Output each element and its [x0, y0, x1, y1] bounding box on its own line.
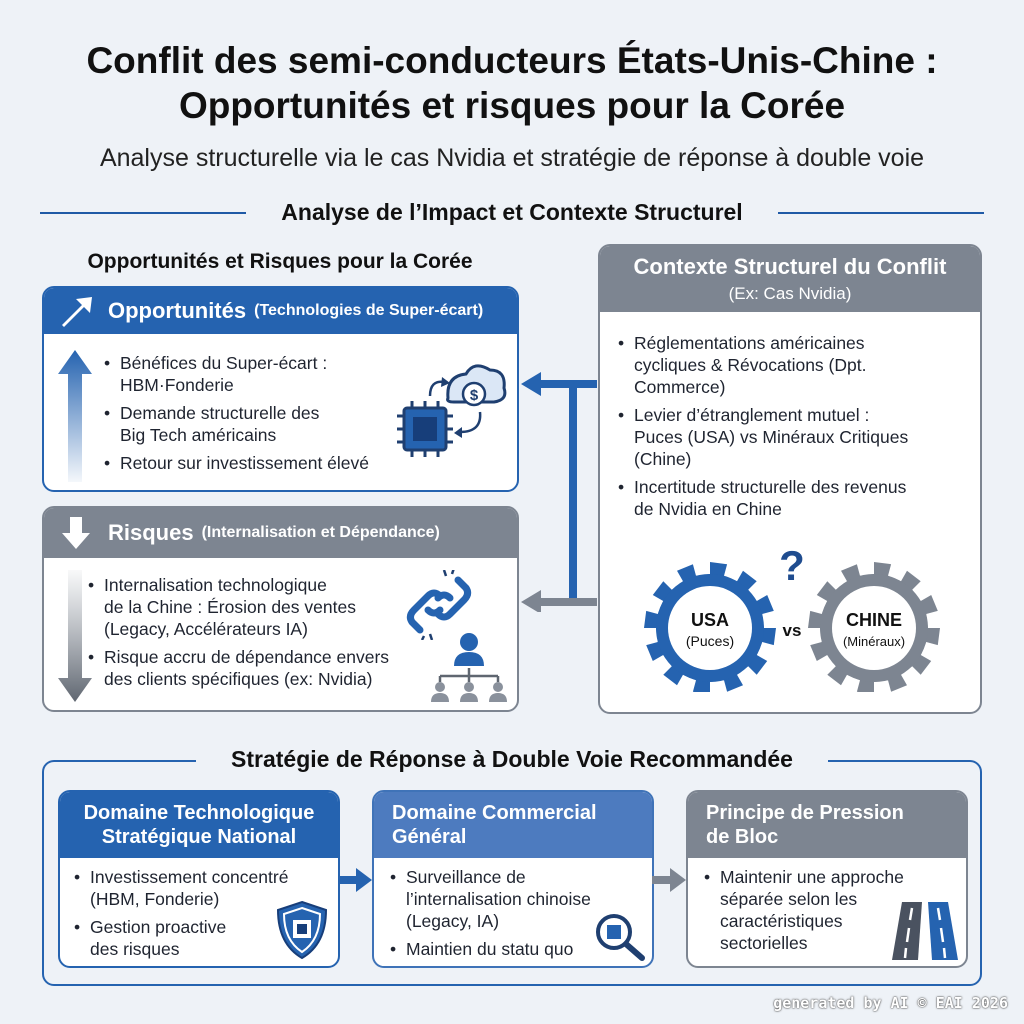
strategy-card-national-tech: [58, 790, 340, 968]
risk-down-bar-icon: [58, 570, 92, 702]
risks-subtitle: (Internalisation et Dépendance): [201, 524, 440, 541]
list-item: • Gestion proactive des risques: [74, 916, 324, 960]
strategy-card-header: Domaine Commercial Général: [374, 792, 652, 858]
list-item: • Surveillance de l’internalisation chinoise (Legacy, IA): [390, 866, 640, 932]
org-hierarchy-icon: [426, 632, 512, 704]
risks-header: [44, 508, 517, 558]
magnifier-chip-icon: [594, 912, 648, 962]
broken-chain-icon: [406, 570, 472, 640]
list-item: • Bénéfices du Super-écart : HBM·Fonderie: [104, 352, 404, 396]
context-subtitle: (Ex: Cas Nvidia): [728, 284, 852, 303]
title-line-2: Opportunités et risques pour la Corée: [178, 85, 846, 126]
trend-up-arrow-icon: [56, 291, 100, 331]
split-road-icon: [892, 902, 958, 960]
list-item: • Internalisation technologique de la Chine : Érosion des ventes (Legacy, Accélérateurs IA): [88, 574, 408, 640]
list-item: • Risque accru de dépendance envers des clients spécifiques (ex: Nvidia): [88, 646, 408, 690]
context-header: [600, 246, 980, 312]
strategy-card-header: Principe de Pression de Bloc: [688, 792, 966, 858]
strategy-section-heading: Stratégie de Réponse à Double Voie Recommandée: [196, 746, 828, 773]
risks-title: Risques: [108, 520, 194, 545]
list-item: • Demande structurelle des Big Tech américains: [104, 402, 404, 446]
list-item: • Levier d’étranglement mutuel : Puces (USA) vs Minéraux Critiques (Chine): [618, 404, 968, 470]
impact-connector-arrows: [519, 372, 599, 612]
opportunities-list: [104, 352, 404, 480]
section-divider-left: [40, 212, 246, 214]
list-item: • Incertitude structurelle des revenus de Nvidia en Chine: [618, 476, 968, 520]
opportunities-risks-heading: Opportunités et Risques pour la Corée: [87, 250, 473, 273]
opportunities-subtitle: (Technologies de Super-écart): [254, 302, 484, 319]
strategy-card-commercial: [372, 790, 654, 968]
usa-gear-icon: [644, 562, 776, 692]
risks-list: [88, 574, 408, 696]
china-gear-label: CHINE: [845, 610, 903, 630]
cloud-dollar-chip-icon: [396, 356, 508, 460]
title-line-1: Conflit des semi-conducteurs États-Unis-Chine :: [86, 40, 938, 81]
down-arrow-icon: [56, 513, 96, 553]
list-item: • Investissement concentré (HBM, Fonderie): [74, 866, 324, 910]
list-item: • Réglementations américaines cycliques & Révocations (Dpt. Commerce): [618, 332, 968, 398]
list-item: • Retour sur investissement élevé: [104, 452, 404, 474]
section-divider-right: [778, 212, 984, 214]
strategy-arrow-2: [652, 868, 686, 892]
svg-text:$: $: [469, 387, 479, 404]
context-list: [618, 332, 968, 526]
strategy-card-header: Domaine Technologique Stratégique National: [60, 792, 338, 858]
usa-china-gears-diagram: [640, 542, 950, 692]
page-subtitle: Analyse structurelle via le cas Nvidia et stratégie de réponse à double voie: [99, 144, 925, 172]
structural-context-card: [598, 244, 982, 714]
list-item: • Maintenir une approche séparée selon les caractéristiques sectorielles: [704, 866, 904, 954]
page-title: [0, 38, 1024, 128]
impact-section-heading: Analyse de l’Impact et Contexte Structurel: [281, 199, 743, 225]
opportunities-title: Opportunités: [108, 298, 247, 323]
risks-card: [42, 506, 519, 712]
list-item: • Maintien du statu quo: [390, 938, 640, 960]
china-gear-sublabel: (Minéraux): [842, 634, 906, 649]
opportunity-up-bar-icon: [58, 350, 92, 482]
context-title: Contexte Structurel du Conflit: [633, 254, 947, 279]
question-mark-icon: ?: [779, 542, 805, 589]
opportunities-header: [44, 288, 517, 334]
china-gear-icon: [808, 562, 940, 692]
usa-gear-label: USA: [690, 610, 730, 630]
usa-gear-sublabel: (Puces): [685, 633, 735, 649]
opportunities-card: [42, 286, 519, 492]
strategy-list: [704, 866, 904, 960]
strategy-arrow-1: [338, 868, 372, 892]
watermark: generated by AI © EAI 2026: [773, 994, 1008, 1012]
shield-chip-icon: [274, 900, 330, 960]
vs-label: vs: [782, 621, 802, 640]
strategy-card-bloc-pressure: [686, 790, 968, 968]
